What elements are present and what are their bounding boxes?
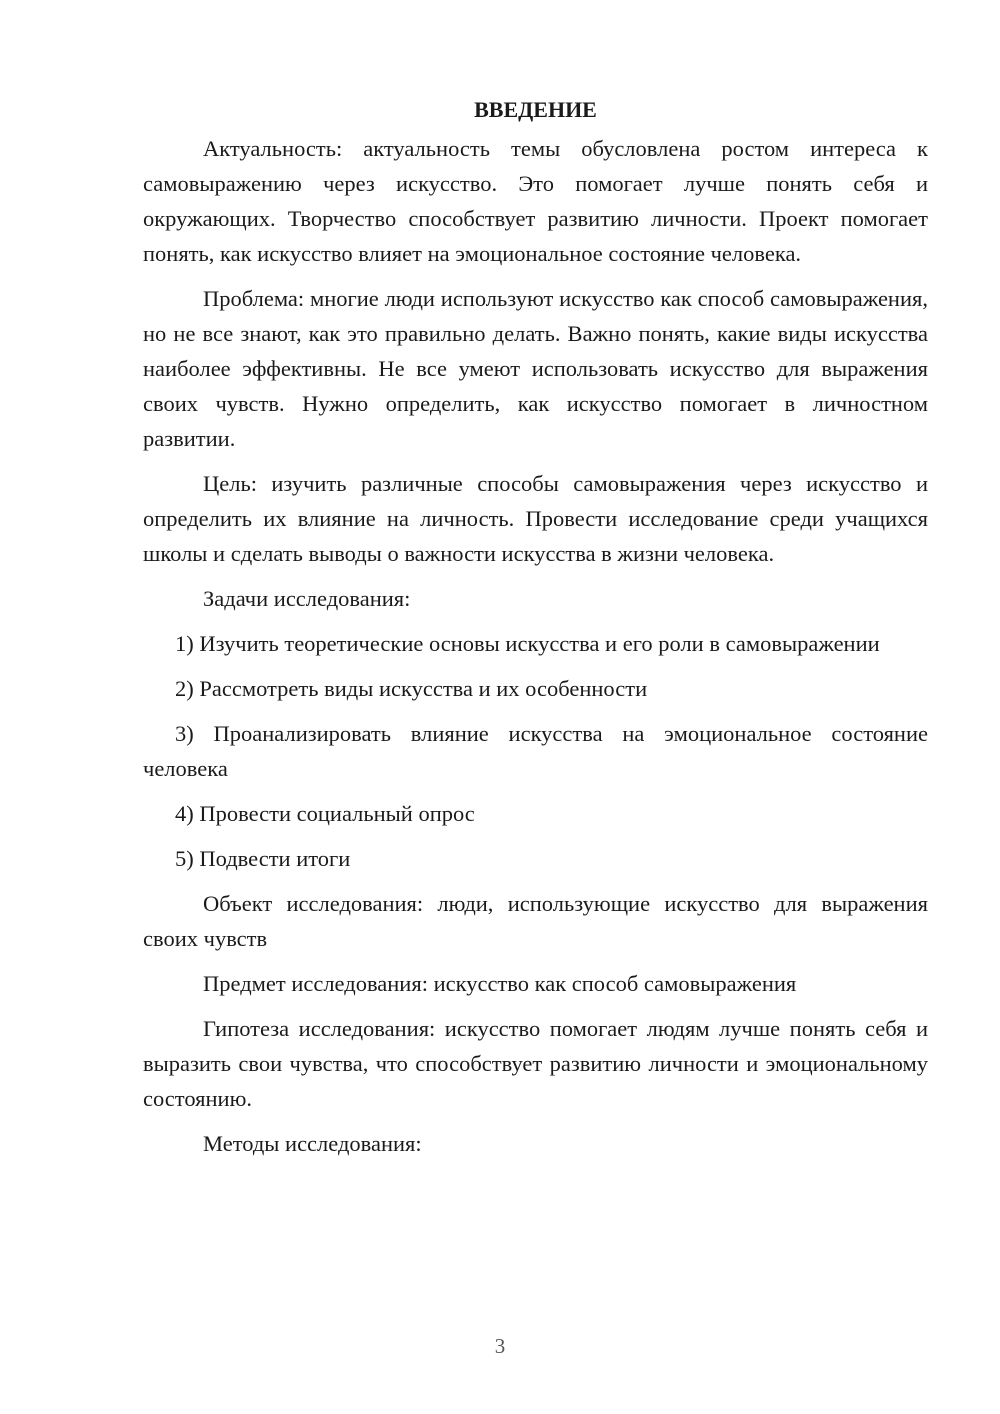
task-item-3: 3) Проанализировать влияние искусства на эмоциональное состояние человека xyxy=(143,721,928,781)
task-item-2: 2) Рассмотреть виды искусства и их особенности xyxy=(175,676,648,701)
relevance-paragraph: Актуальность: актуальность темы обусловлена ростом интереса к самовыражению через искусство. Это помогает лучше понять себя и окружающих. Творчество способствует развитию личности. Проект помогает понять, как искусство влияет на эмоциональное состояние человека. xyxy=(143,136,928,266)
document-page xyxy=(143,95,928,1161)
page-number: 3 xyxy=(494,1334,506,1358)
object-paragraph: Объект исследования: люди, использующие искусство для выражения своих чувств xyxy=(143,891,928,951)
problem-paragraph: Проблема: многие люди используют искусство как способ самовыражения, но не все знают, как это правильно делать. Важно понять, какие виды искусства наиболее эффективны. Не все умеют использовать искусство для выражения своих чувств. Нужно определить, как искусство помогает в личностном развитии. xyxy=(143,286,928,451)
task-item-4: 4) Провести социальный опрос xyxy=(175,801,475,826)
section-heading: ВВЕДЕНИЕ xyxy=(474,97,597,122)
tasks-title: Задачи исследования: xyxy=(203,586,411,611)
hypothesis-paragraph: Гипотеза исследования: искусство помогает людям лучше понять себя и выразить свои чувства, что способствует развитию личности и эмоциональному состоянию. xyxy=(143,1016,928,1111)
task-item-1: 1) Изучить теоретические основы искусства и его роли в самовыражении xyxy=(175,631,880,656)
subject-paragraph: Предмет исследования: искусство как способ самовыражения xyxy=(203,971,797,996)
methods-title: Методы исследования: xyxy=(203,1131,422,1156)
task-item-5: 5) Подвести итоги xyxy=(175,846,351,871)
goal-paragraph: Цель: изучить различные способы самовыражения через искусство и определить их влияние на личность. Провести исследование среди учащихся школы и сделать выводы о важности искусства в жизни человека. xyxy=(143,471,928,566)
